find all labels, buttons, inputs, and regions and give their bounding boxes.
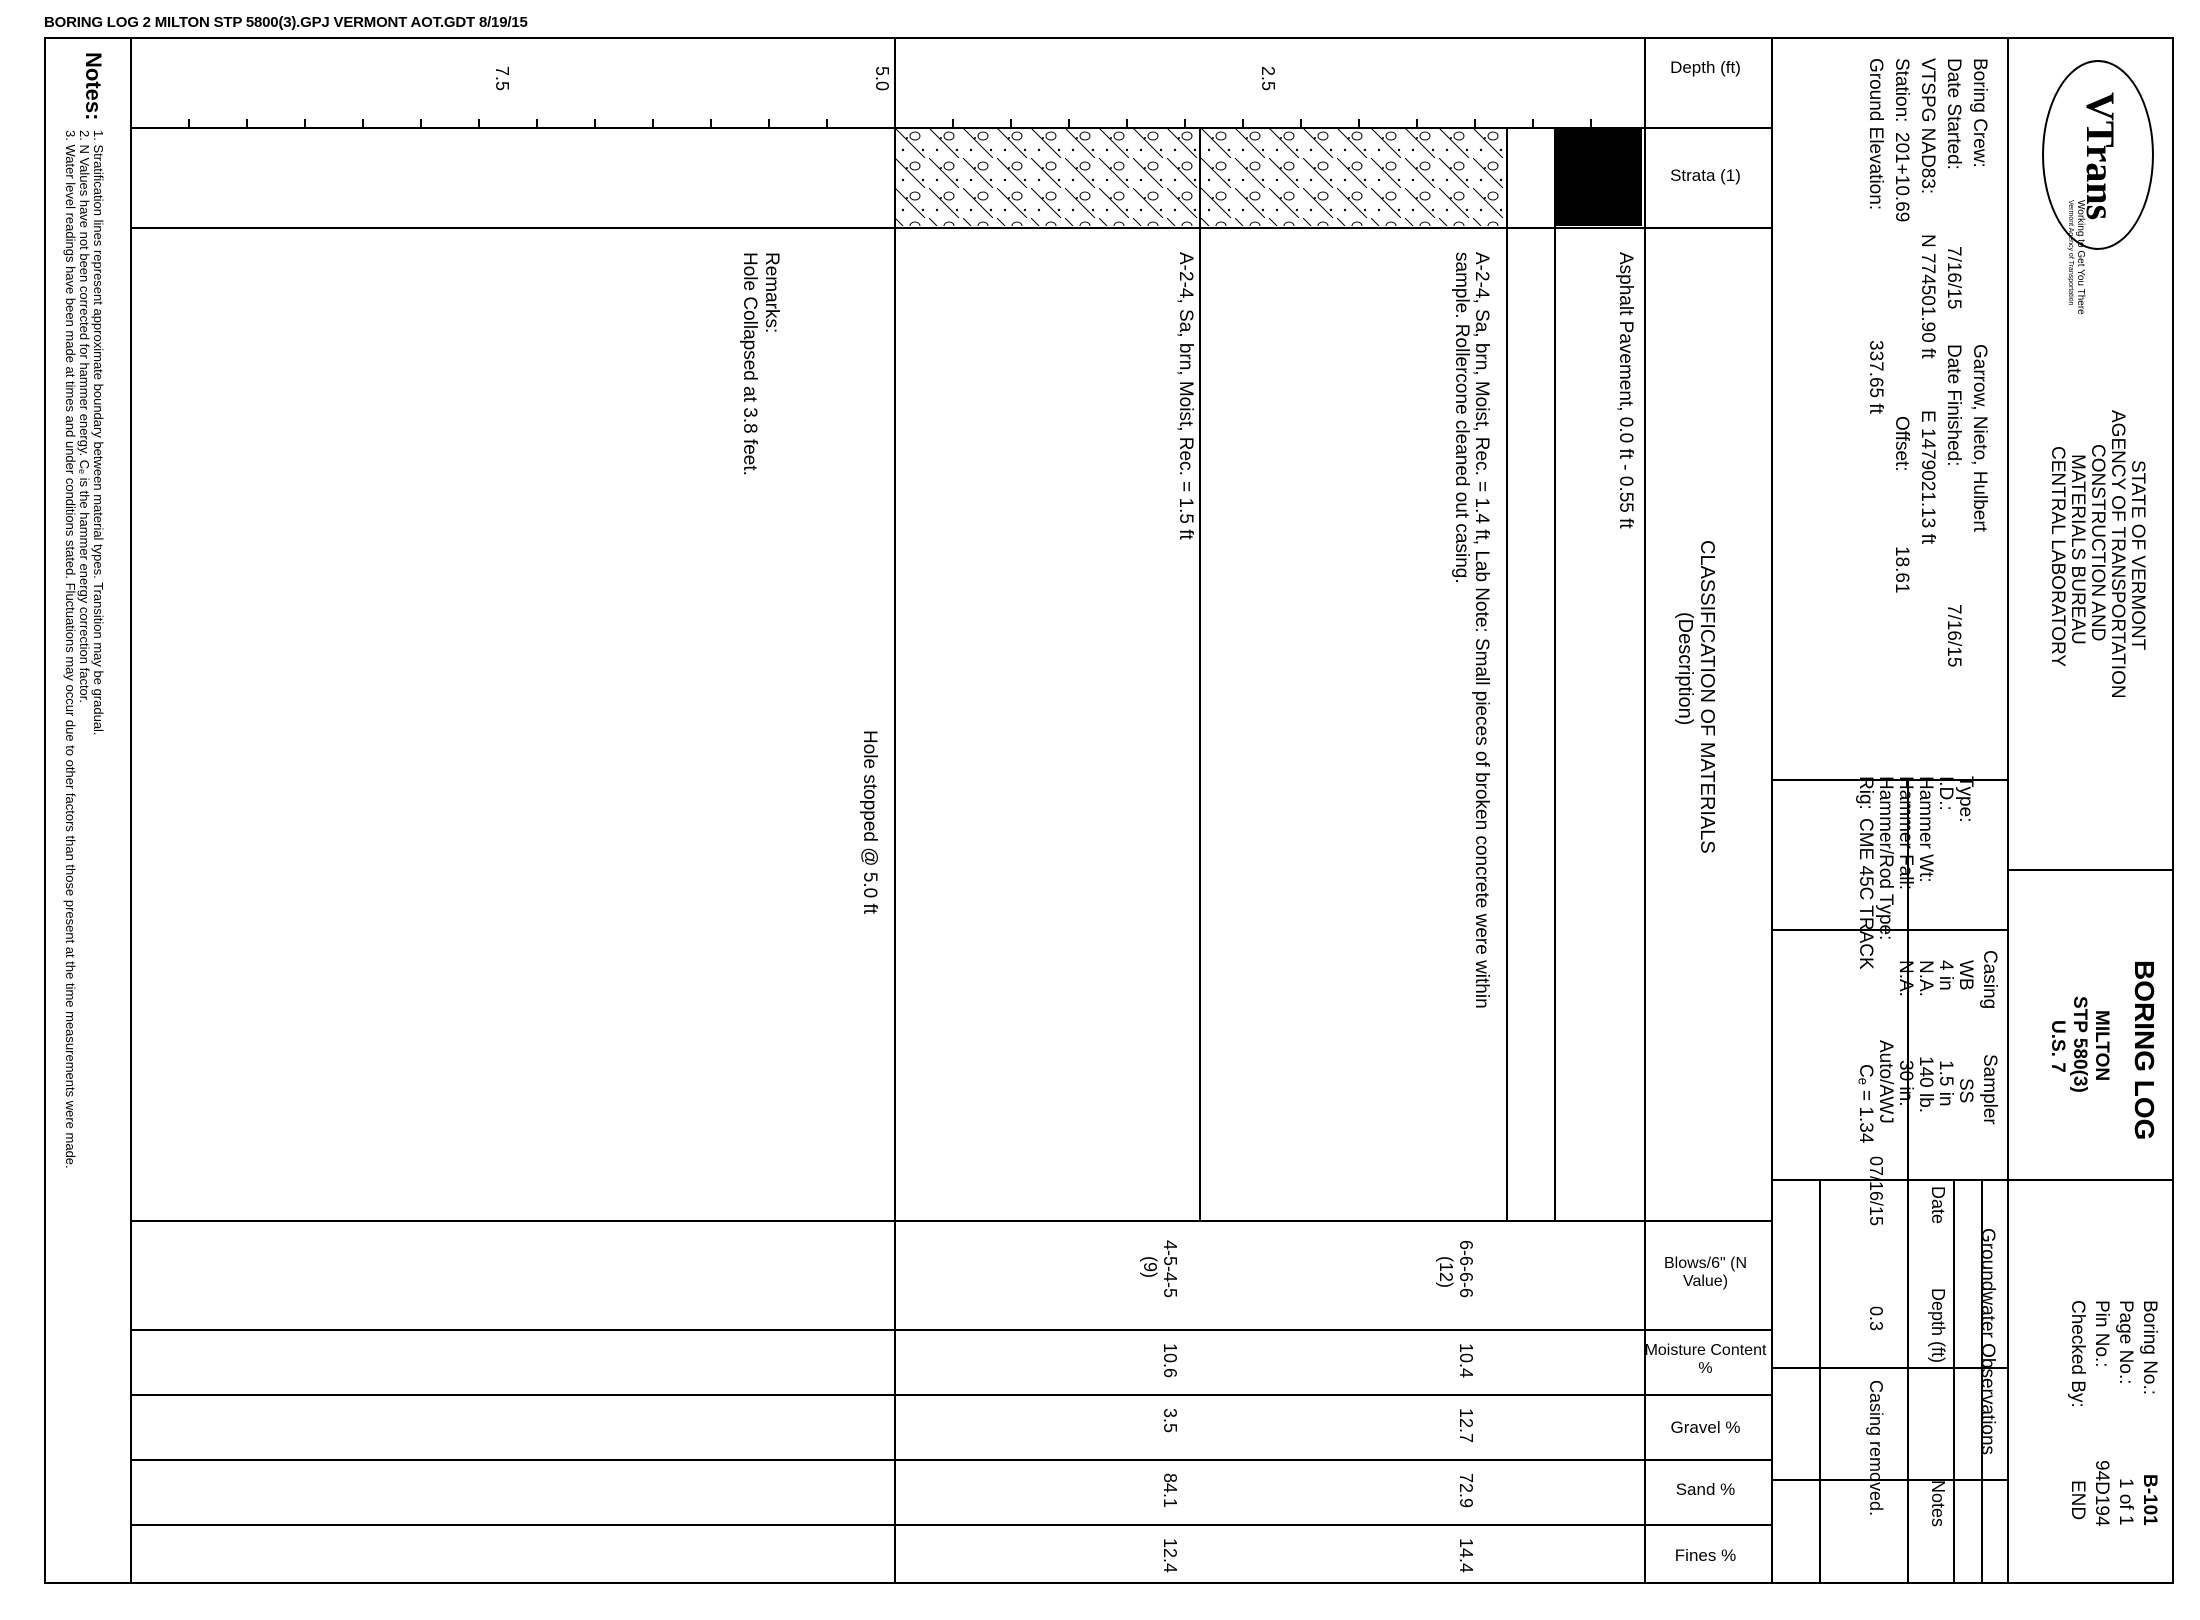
- energy-correction-factor: Cₑ = 1.34: [1855, 1064, 1876, 1144]
- sample-1-n-value: (12): [1436, 1256, 1456, 1289]
- logo-text: VTrans: [2078, 92, 2123, 221]
- classification-column-header: CLASSIFICATION OF MATERIALS: [1696, 540, 1718, 854]
- hammer-fall-casing: N.A.: [1895, 960, 1916, 997]
- boring-no-label: Boring No.:: [2139, 1300, 2160, 1396]
- boring-crew-label: Boring Crew:: [1969, 58, 1990, 168]
- remarks-label: Remarks:: [761, 252, 782, 334]
- hammer-fall-label: Hammer Fall:: [1895, 776, 1916, 891]
- description-layer-3: A-2-4, Sa, brn, Moist, Rec. = 1.5 ft: [1175, 252, 1196, 540]
- groundwater-row-depth: 0.3: [1866, 1306, 1886, 1332]
- rig-value: CME 45C TRACK: [1855, 818, 1876, 970]
- page-no-value: 1 of 1: [2115, 1478, 2136, 1526]
- boring-no-value: B-101: [2139, 1474, 2160, 1526]
- coordinate-system-label: VTSPG NAD83:: [1917, 58, 1938, 195]
- groundwater-row-notes: Casing removed.: [1866, 1380, 1886, 1517]
- page-no-label: Page No.:: [2115, 1300, 2136, 1385]
- strata-column-header: Strata (1): [1670, 166, 1741, 185]
- hole-stopped-text: Hole stopped @ 5.0 ft: [859, 730, 880, 915]
- fines-column-header: Fines %: [1674, 1546, 1737, 1565]
- sample-2-n-value: (9): [1140, 1256, 1160, 1278]
- description-layer-1: Asphalt Pavement, 0.0 ft - 0.55 ft: [1615, 252, 1636, 529]
- sand-column-header: Sand %: [1675, 1480, 1736, 1499]
- notes-label: Notes:: [81, 52, 106, 121]
- description-layer-2: A-2-4, Sa, brn, Moist, Rec. = 1.4 ft, Lab Note: Small pieces of broken concrete were within: [1471, 252, 1492, 1009]
- depth-column-header: Depth (ft): [1670, 58, 1741, 77]
- sampler-column-header: Sampler: [1979, 1054, 2000, 1125]
- northing-value: N 774501.90 ft: [1917, 234, 1938, 359]
- boring-log-sheet: [44, 37, 2174, 1584]
- ground-elevation-value: 337.65 ft: [1865, 340, 1886, 414]
- agency-line-1: STATE OF VERMONT: [2127, 460, 2148, 651]
- depth-tick-7-5: 7.5: [492, 66, 512, 92]
- pin-no-value: 94D194: [2091, 1460, 2112, 1527]
- depth-tick-5-0: 5.0: [872, 66, 892, 92]
- sample-2-blows: 4-5-4-5: [1160, 1240, 1180, 1299]
- agency-line-4: MATERIALS BUREAU: [2067, 454, 2088, 645]
- rig-label: Rig:: [1855, 776, 1876, 810]
- sample-1-fines: 14.4: [1456, 1538, 1476, 1574]
- project-number: STP 580(3): [2069, 996, 2090, 1093]
- description-layer-2-cont: sample. Rollercone cleaned out casing.: [1451, 252, 1472, 584]
- hammer-fall-sampler: 30 in.: [1895, 1060, 1916, 1107]
- depth-tick-2-5: 2.5: [1258, 66, 1278, 92]
- sample-1-blows: 6-6-6-6: [1456, 1240, 1476, 1299]
- date-finished-value: 7/16/15: [1943, 604, 1964, 668]
- checked-by-label: Checked By:: [2067, 1300, 2088, 1408]
- sample-2-sand: 84.1: [1160, 1473, 1180, 1509]
- hammer-rod-value: Auto/AWJ: [1875, 1040, 1896, 1124]
- id-casing: 4 in: [1935, 960, 1956, 991]
- station-value: 201+10.69: [1891, 132, 1912, 223]
- report-header-line: BORING LOG 2 MILTON STP 5800(3).GPJ VERMONT AOT.GDT 8/19/15: [44, 14, 528, 31]
- groundwater-depth-header: Depth (ft): [1928, 1288, 1948, 1364]
- type-sampler: SS: [1955, 1078, 1976, 1104]
- type-casing: WB: [1955, 960, 1976, 991]
- id-label: I.D.:: [1935, 776, 1956, 811]
- blows-column-header: Blows/6" (N Value): [1663, 1255, 1748, 1290]
- sample-2-gravel: 3.5: [1160, 1408, 1180, 1434]
- sample-1-gravel: 12.7: [1456, 1408, 1476, 1444]
- agency-line-3: CONSTRUCTION AND: [2087, 444, 2108, 642]
- remarks-text: Hole Collapsed at 3.8 feet.: [739, 252, 760, 476]
- sample-1-moisture: 10.4: [1456, 1343, 1476, 1379]
- gravel-column-header: Gravel %: [1670, 1418, 1741, 1437]
- offset-label: Offset:: [1891, 416, 1912, 472]
- date-finished-label: Date Finished:: [1943, 344, 1964, 467]
- groundwater-row-date: 07/16/15: [1866, 1156, 1886, 1227]
- date-started-label: Date Started:: [1943, 58, 1964, 170]
- station-label: Station:: [1891, 58, 1912, 123]
- id-sampler: 1.5 in: [1935, 1060, 1956, 1107]
- note-1: 1. Stratification lines represent approximate boundary between material types. Transition may be gradual.: [91, 130, 106, 736]
- offset-value: 18.61: [1891, 546, 1912, 594]
- project-name: MILTON: [2091, 1010, 2112, 1082]
- logo-small-text: Vermont Agency of Transportation: [2067, 200, 2074, 306]
- logo-tagline: Working to Get You There: [2075, 200, 2086, 315]
- agency-line-5: CENTRAL LABORATORY: [2047, 446, 2068, 668]
- sample-2-fines: 12.4: [1160, 1538, 1180, 1574]
- groundwater-title: Groundwater Observations: [1977, 1228, 1998, 1456]
- ground-elevation-label: Ground Elevation:: [1865, 58, 1886, 211]
- note-2: 2. N Values have not been corrected for hammer energy. Cₑ is the hammer energy correction factor.: [77, 130, 92, 704]
- hammer-weight-sampler: 140 lb.: [1915, 1056, 1936, 1114]
- pin-no-label: Pin No.:: [2091, 1300, 2112, 1368]
- easting-value: E 1479021.13 ft: [1917, 410, 1938, 545]
- date-started-value: 7/16/15: [1943, 246, 1964, 310]
- boring-crew-value: Garrow, Nieto, Hulbert: [1969, 344, 1990, 532]
- sample-2-moisture: 10.6: [1160, 1343, 1180, 1379]
- sample-1-sand: 72.9: [1456, 1473, 1476, 1509]
- boring-log-title: BORING LOG: [2129, 960, 2160, 1141]
- casing-column-header: Casing: [1979, 950, 2000, 1010]
- agency-line-2: AGENCY OF TRANSPORTATION: [2107, 410, 2128, 699]
- hammer-weight-casing: N.A.: [1915, 960, 1936, 997]
- classification-column-subheader: (Description): [1674, 612, 1696, 726]
- route-name: U.S. 7: [2047, 1020, 2068, 1073]
- asphalt-strata-block: [1556, 128, 1642, 226]
- checked-by-value: END: [2067, 1480, 2088, 1521]
- moisture-column-header: Moisture Content %: [1644, 1342, 1767, 1377]
- sand-strata-pattern: [895, 128, 1505, 226]
- groundwater-date-header: Date: [1928, 1186, 1948, 1225]
- hammer-weight-label: Hammer Wt:: [1915, 776, 1936, 883]
- type-label: Type:: [1955, 776, 1976, 823]
- hammer-rod-label: Hammer/Rod Type:: [1875, 776, 1896, 941]
- note-3: 3. Water level readings have been made at times and under conditions stated. Fluctuations may occur due to other factors than those present at the time measurements were made.: [63, 130, 78, 1169]
- groundwater-notes-header: Notes: [1928, 1480, 1948, 1528]
